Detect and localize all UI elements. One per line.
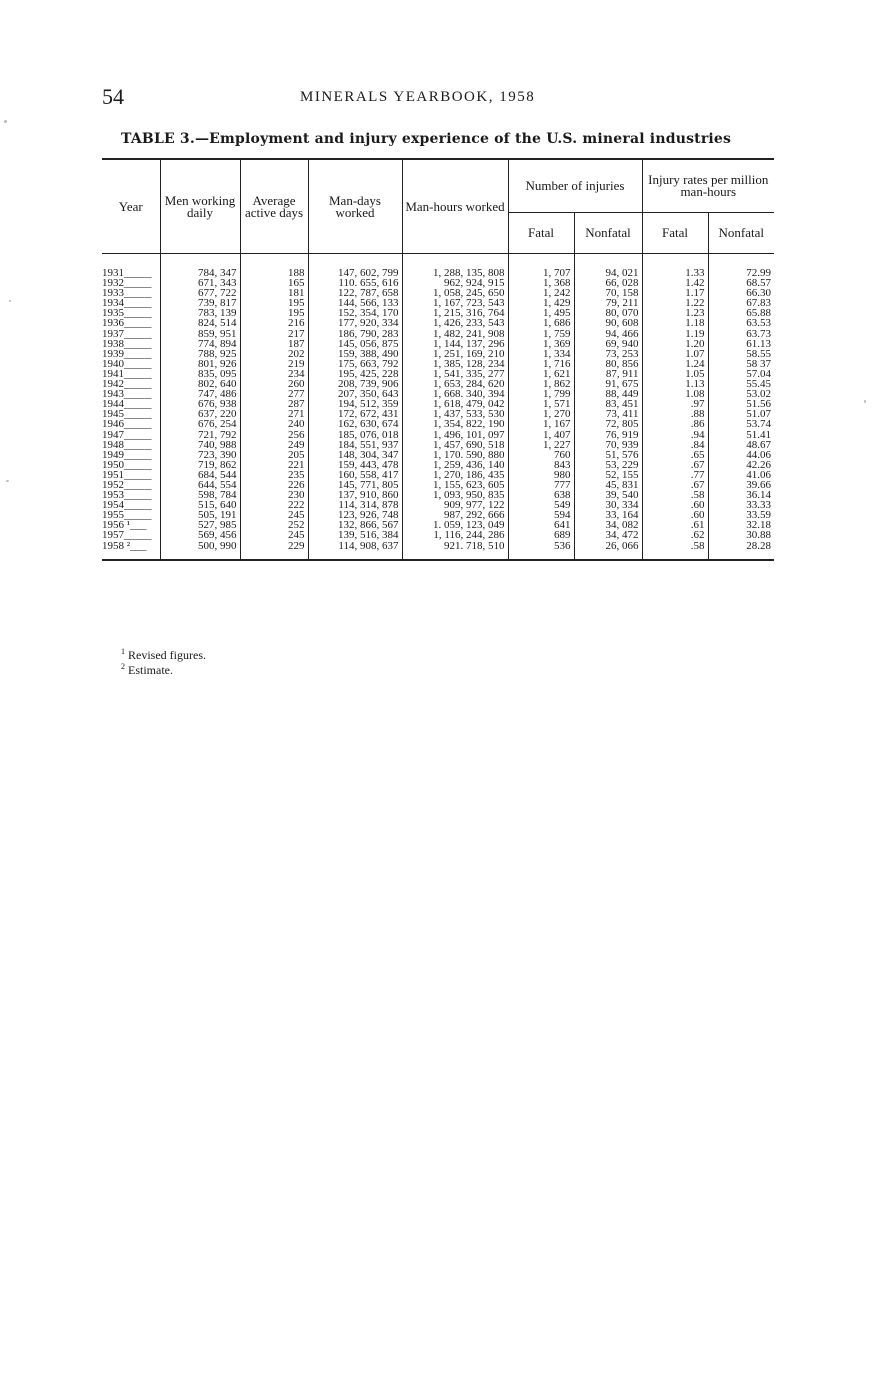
- cell-man-days-worked: 185, 076, 018: [308, 430, 402, 440]
- page-number: 54: [102, 84, 124, 109]
- cell-men-working-daily: 721, 792: [160, 430, 240, 440]
- cell-fatal-injuries: 1, 407: [508, 430, 574, 440]
- cell-year: 1949_____: [102, 448, 152, 461]
- cell-average-active-days: 260: [240, 379, 308, 389]
- cell-average-active-days: 195: [240, 298, 308, 308]
- cell-man-hours-worked: 1, 668. 340, 394: [402, 389, 508, 399]
- cell-nonfatal-injuries: 45, 831: [574, 480, 642, 490]
- cell-man-days-worked: 159, 443, 478: [308, 460, 402, 470]
- cell-year: 1938_____: [102, 337, 152, 350]
- cell-fatal-rate: .77: [642, 470, 708, 480]
- cell-man-hours-worked: 1, 058, 245, 650: [402, 288, 508, 298]
- cell-fatal-injuries: 689: [508, 530, 574, 540]
- cell-year: 1935_____: [102, 307, 152, 320]
- cell-man-days-worked: 194, 512, 359: [308, 399, 402, 409]
- cell-men-working-daily: 676, 938: [160, 399, 240, 409]
- cell-man-hours-worked: 1, 618, 479, 042: [402, 399, 508, 409]
- cell-fatal-rate: 1.20: [642, 339, 708, 349]
- cell-average-active-days: 187: [240, 339, 308, 349]
- cell-man-hours-worked: 1, 170. 590, 880: [402, 450, 508, 460]
- cell-average-active-days: 188: [240, 254, 308, 279]
- scan-speck: [9, 300, 11, 302]
- cell-nonfatal-injuries: 70, 158: [574, 288, 642, 298]
- cell-fatal-injuries: 1, 429: [508, 298, 574, 308]
- cell-fatal-rate: .65: [642, 450, 708, 460]
- footnotes: [121, 646, 206, 676]
- scan-speck: [4, 120, 7, 123]
- cell-man-days-worked: 137, 910, 860: [308, 490, 402, 500]
- cell-nonfatal-injuries: 33, 164: [574, 510, 642, 520]
- cell-man-hours-worked: 1, 385, 128, 234: [402, 359, 508, 369]
- cell-nonfatal-rate: 36.14: [708, 490, 774, 500]
- cell-man-days-worked: 160, 558, 417: [308, 470, 402, 480]
- cell-nonfatal-injuries: 30, 334: [574, 500, 642, 510]
- header-average-active-days: Average active days: [240, 159, 308, 254]
- cell-men-working-daily: 783, 139: [160, 308, 240, 318]
- cell-man-days-worked: 145, 771, 805: [308, 480, 402, 490]
- cell-nonfatal-rate: 72.99: [708, 254, 774, 279]
- cell-nonfatal-injuries: 80, 070: [574, 308, 642, 318]
- cell-average-active-days: 181: [240, 288, 308, 298]
- cell-nonfatal-injuries: 76, 919: [574, 430, 642, 440]
- header-man-hours-worked: Man-hours worked: [402, 159, 508, 254]
- cell-nonfatal-injuries: 87, 911: [574, 369, 642, 379]
- cell-fatal-injuries: 594: [508, 510, 574, 520]
- cell-nonfatal-rate: 51.07: [708, 409, 774, 419]
- cell-year: 1939_____: [102, 347, 152, 360]
- cell-man-hours-worked: 1, 116, 244, 286: [402, 530, 508, 540]
- cell-nonfatal-rate: 63.73: [708, 329, 774, 339]
- cell-fatal-rate: .60: [642, 500, 708, 510]
- cell-fatal-rate: .60: [642, 510, 708, 520]
- cell-year: 1957_____: [102, 529, 152, 542]
- cell-men-working-daily: 644, 554: [160, 480, 240, 490]
- header-injury-rates: Injury rates per million man-hours: [642, 159, 774, 213]
- cell-nonfatal-rate: 30.88: [708, 530, 774, 540]
- cell-nonfatal-injuries: 72, 805: [574, 419, 642, 429]
- cell-man-hours-worked: 1, 270, 186, 435: [402, 470, 508, 480]
- cell-nonfatal-injuries: 83, 451: [574, 399, 642, 409]
- cell-fatal-injuries: 1, 270: [508, 409, 574, 419]
- cell-men-working-daily: 739, 817: [160, 298, 240, 308]
- cell-fatal-injuries: 1, 227: [508, 440, 574, 450]
- cell-nonfatal-rate: 63.53: [708, 318, 774, 328]
- cell-men-working-daily: 677, 722: [160, 288, 240, 298]
- cell-nonfatal-injuries: 73, 411: [574, 409, 642, 419]
- cell-man-days-worked: 195, 425, 228: [308, 369, 402, 379]
- cell-man-hours-worked: 1, 496, 101, 097: [402, 430, 508, 440]
- cell-year: 1937_____: [102, 327, 152, 340]
- cell-man-hours-worked: 1, 167, 723, 543: [402, 298, 508, 308]
- table-title: TABLE 3.—Employment and injury experience of the U.S. mineral industries: [121, 131, 732, 147]
- cell-nonfatal-rate: 67.83: [708, 298, 774, 308]
- cell-nonfatal-rate: 58 37: [708, 359, 774, 369]
- header-nonfatal-rate: Nonfatal: [708, 213, 774, 254]
- cell-man-hours-worked: 1, 541, 335, 277: [402, 369, 508, 379]
- cell-fatal-injuries: 1, 334: [508, 349, 574, 359]
- cell-fatal-injuries: 1, 621: [508, 369, 574, 379]
- cell-men-working-daily: 500, 990: [160, 541, 240, 560]
- cell-man-hours-worked: 1, 457, 690, 518: [402, 440, 508, 450]
- cell-fatal-rate: .61: [642, 520, 708, 530]
- cell-nonfatal-injuries: 70, 939: [574, 440, 642, 450]
- cell-nonfatal-rate: 39.66: [708, 480, 774, 490]
- cell-man-days-worked: 148, 304, 347: [308, 450, 402, 460]
- cell-fatal-injuries: 843: [508, 460, 574, 470]
- cell-nonfatal-injuries: 53, 229: [574, 460, 642, 470]
- cell-fatal-injuries: 1, 369: [508, 339, 574, 349]
- cell-man-days-worked: 145, 056, 875: [308, 339, 402, 349]
- cell-average-active-days: 271: [240, 409, 308, 419]
- cell-men-working-daily: 774, 894: [160, 339, 240, 349]
- cell-fatal-injuries: 1, 167: [508, 419, 574, 429]
- cell-average-active-days: 205: [240, 450, 308, 460]
- cell-man-hours-worked: 1, 426, 233, 543: [402, 318, 508, 328]
- cell-man-hours-worked: 1, 144, 137, 296: [402, 339, 508, 349]
- header-year: Year: [102, 159, 160, 254]
- cell-average-active-days: 240: [240, 419, 308, 429]
- cell-nonfatal-injuries: 73, 253: [574, 349, 642, 359]
- scan-speck: [6, 480, 9, 482]
- cell-average-active-days: 234: [240, 369, 308, 379]
- cell-nonfatal-injuries: 91, 675: [574, 379, 642, 389]
- cell-fatal-rate: 1.17: [642, 288, 708, 298]
- cell-men-working-daily: 824, 514: [160, 318, 240, 328]
- cell-men-working-daily: 740, 988: [160, 440, 240, 450]
- cell-fatal-rate: .86: [642, 419, 708, 429]
- cell-nonfatal-rate: 61.13: [708, 339, 774, 349]
- cell-men-working-daily: 859, 951: [160, 329, 240, 339]
- cell-nonfatal-injuries: 90, 608: [574, 318, 642, 328]
- cell-man-hours-worked: 1, 288, 135, 808: [402, 254, 508, 279]
- cell-year: 1933_____: [102, 287, 152, 300]
- cell-man-days-worked: 208, 739, 906: [308, 379, 402, 389]
- header-fatal-injuries: Fatal: [508, 213, 574, 254]
- cell-year: 1952_____: [102, 478, 152, 491]
- cell-average-active-days: 287: [240, 399, 308, 409]
- cell-year: 1931_____: [102, 267, 152, 279]
- cell-nonfatal-rate: 41.06: [708, 470, 774, 480]
- cell-man-days-worked: 144, 566, 133: [308, 298, 402, 308]
- cell-nonfatal-rate: 42.26: [708, 460, 774, 470]
- cell-average-active-days: 219: [240, 359, 308, 369]
- cell-men-working-daily: 719, 862: [160, 460, 240, 470]
- cell-nonfatal-injuries: 66, 028: [574, 278, 642, 288]
- cell-fatal-rate: .97: [642, 399, 708, 409]
- cell-men-working-daily: 788, 925: [160, 349, 240, 359]
- cell-man-days-worked: 114, 908, 637: [308, 541, 402, 560]
- cell-men-working-daily: 598, 784: [160, 490, 240, 500]
- cell-fatal-rate: .94: [642, 430, 708, 440]
- cell-year: 1943_____: [102, 388, 152, 401]
- footnote-2-text: Estimate.: [128, 663, 173, 677]
- header-nonfatal-injuries: Nonfatal: [574, 213, 642, 254]
- cell-man-hours-worked: 909, 977, 122: [402, 500, 508, 510]
- header-number-of-injuries: Number of injuries: [508, 159, 642, 213]
- cell-year: 1942_____: [102, 378, 152, 391]
- cell-average-active-days: 222: [240, 500, 308, 510]
- cell-nonfatal-injuries: 34, 082: [574, 520, 642, 530]
- cell-fatal-rate: .58: [642, 541, 708, 560]
- cell-fatal-injuries: 1, 495: [508, 308, 574, 318]
- cell-fatal-injuries: 1, 759: [508, 329, 574, 339]
- cell-men-working-daily: 515, 640: [160, 500, 240, 510]
- cell-average-active-days: 217: [240, 329, 308, 339]
- cell-fatal-injuries: 1, 242: [508, 288, 574, 298]
- footnote-2-mark: 2: [121, 662, 125, 671]
- cell-fatal-rate: 1.42: [642, 278, 708, 288]
- cell-nonfatal-rate: 68.57: [708, 278, 774, 288]
- header-men-working-daily: Men working daily: [160, 159, 240, 254]
- cell-fatal-rate: .88: [642, 409, 708, 419]
- cell-man-hours-worked: 1, 251, 169, 210: [402, 349, 508, 359]
- cell-man-days-worked: 139, 516, 384: [308, 530, 402, 540]
- cell-nonfatal-rate: 33.59: [708, 510, 774, 520]
- cell-nonfatal-rate: 44.06: [708, 450, 774, 460]
- cell-fatal-injuries: 549: [508, 500, 574, 510]
- cell-fatal-rate: 1.19: [642, 329, 708, 339]
- cell-nonfatal-rate: 65.88: [708, 308, 774, 318]
- cell-nonfatal-rate: 48.67: [708, 440, 774, 450]
- cell-average-active-days: 249: [240, 440, 308, 450]
- cell-nonfatal-injuries: 79, 211: [574, 298, 642, 308]
- cell-fatal-rate: 1.13: [642, 379, 708, 389]
- cell-nonfatal-rate: 57.04: [708, 369, 774, 379]
- cell-year: 1951_____: [102, 468, 152, 481]
- cell-average-active-days: 226: [240, 480, 308, 490]
- table-body: [102, 254, 774, 560]
- employment-injury-table: [102, 158, 774, 561]
- cell-fatal-rate: .67: [642, 460, 708, 470]
- footnote-2: [121, 661, 206, 676]
- cell-average-active-days: 245: [240, 530, 308, 540]
- cell-man-days-worked: 123, 926, 748: [308, 510, 402, 520]
- cell-men-working-daily: 723, 390: [160, 450, 240, 460]
- cell-men-working-daily: 671, 343: [160, 278, 240, 288]
- cell-nonfatal-injuries: 80, 856: [574, 359, 642, 369]
- cell-nonfatal-rate: 33.33: [708, 500, 774, 510]
- cell-average-active-days: 277: [240, 389, 308, 399]
- cell-man-days-worked: 122, 787, 658: [308, 288, 402, 298]
- cell-average-active-days: 252: [240, 520, 308, 530]
- cell-nonfatal-rate: 32.18: [708, 520, 774, 530]
- cell-nonfatal-injuries: 34, 472: [574, 530, 642, 540]
- cell-man-hours-worked: 1, 155, 623, 605: [402, 480, 508, 490]
- cell-fatal-rate: 1.08: [642, 389, 708, 399]
- cell-man-days-worked: 152, 354, 170: [308, 308, 402, 318]
- cell-man-hours-worked: 1, 259, 436, 140: [402, 460, 508, 470]
- cell-fatal-rate: 1.07: [642, 349, 708, 359]
- cell-average-active-days: 256: [240, 430, 308, 440]
- cell-fatal-injuries: 1, 571: [508, 399, 574, 409]
- header-man-days-worked: Man-days worked: [308, 159, 402, 254]
- cell-man-days-worked: 110. 655, 616: [308, 278, 402, 288]
- cell-average-active-days: 245: [240, 510, 308, 520]
- cell-man-days-worked: 172, 672, 431: [308, 409, 402, 419]
- footnote-1: [121, 646, 206, 661]
- table-row: [102, 419, 774, 429]
- cell-man-days-worked: 184, 551, 937: [308, 440, 402, 450]
- cell-man-hours-worked: 921. 718, 510: [402, 541, 508, 560]
- cell-fatal-injuries: 641: [508, 520, 574, 530]
- cell-fatal-injuries: 1, 799: [508, 389, 574, 399]
- cell-fatal-injuries: 980: [508, 470, 574, 480]
- cell-man-hours-worked: 1, 482, 241, 908: [402, 329, 508, 339]
- cell-man-hours-worked: 987, 292, 666: [402, 510, 508, 520]
- cell-men-working-daily: 835, 095: [160, 369, 240, 379]
- cell-year: 1945_____: [102, 408, 152, 421]
- cell-men-working-daily: 505, 191: [160, 510, 240, 520]
- cell-average-active-days: 229: [240, 541, 308, 560]
- cell-year: 1946_____: [102, 418, 152, 431]
- cell-nonfatal-rate: 55.45: [708, 379, 774, 389]
- cell-man-days-worked: 159, 388, 490: [308, 349, 402, 359]
- table-row: [102, 541, 774, 560]
- cell-man-days-worked: 162, 630, 674: [308, 419, 402, 429]
- cell-fatal-rate: 1.23: [642, 308, 708, 318]
- cell-fatal-rate: 1.22: [642, 298, 708, 308]
- cell-year: 1950_____: [102, 458, 152, 471]
- cell-nonfatal-rate: 53.02: [708, 389, 774, 399]
- cell-fatal-injuries: 1, 716: [508, 359, 574, 369]
- cell-year: 1936_____: [102, 317, 152, 330]
- cell-fatal-injuries: 760: [508, 450, 574, 460]
- cell-men-working-daily: 676, 254: [160, 419, 240, 429]
- cell-year: 1944_____: [102, 398, 152, 411]
- cell-fatal-rate: 1.18: [642, 318, 708, 328]
- cell-nonfatal-injuries: 26, 066: [574, 541, 642, 560]
- cell-nonfatal-rate: 66.30: [708, 288, 774, 298]
- cell-average-active-days: 202: [240, 349, 308, 359]
- cell-fatal-injuries: 638: [508, 490, 574, 500]
- cell-fatal-rate: 1.05: [642, 369, 708, 379]
- cell-man-days-worked: 132, 866, 567: [308, 520, 402, 530]
- cell-fatal-injuries: 1, 686: [508, 318, 574, 328]
- cell-nonfatal-injuries: 69, 940: [574, 339, 642, 349]
- cell-fatal-rate: .84: [642, 440, 708, 450]
- cell-men-working-daily: 637, 220: [160, 409, 240, 419]
- cell-man-hours-worked: 962, 924, 915: [402, 278, 508, 288]
- cell-fatal-injuries: 536: [508, 541, 574, 560]
- cell-average-active-days: 216: [240, 318, 308, 328]
- cell-man-hours-worked: 1, 653, 284, 620: [402, 379, 508, 389]
- cell-men-working-daily: 569, 456: [160, 530, 240, 540]
- cell-man-hours-worked: 1, 215, 316, 764: [402, 308, 508, 318]
- cell-nonfatal-injuries: 88, 449: [574, 389, 642, 399]
- cell-year: 1941_____: [102, 367, 152, 380]
- cell-year: 1954_____: [102, 499, 152, 512]
- cell-fatal-rate: .58: [642, 490, 708, 500]
- cell-men-working-daily: 784, 347: [160, 254, 240, 279]
- cell-nonfatal-rate: 51.56: [708, 399, 774, 409]
- cell-year: 1932_____: [102, 277, 152, 290]
- cell-men-working-daily: 747, 486: [160, 389, 240, 399]
- cell-fatal-rate: .62: [642, 530, 708, 540]
- cell-fatal-rate: 1.33: [642, 254, 708, 279]
- cell-man-hours-worked: 1, 437, 533, 530: [402, 409, 508, 419]
- cell-nonfatal-rate: 58.55: [708, 349, 774, 359]
- running-head: MINERALS YEARBOOK, 1958: [300, 89, 536, 105]
- cell-man-days-worked: 147, 602, 799: [308, 254, 402, 279]
- cell-fatal-injuries: 777: [508, 480, 574, 490]
- cell-man-days-worked: 186, 790, 283: [308, 329, 402, 339]
- cell-man-days-worked: 207, 350, 643: [308, 389, 402, 399]
- cell-nonfatal-rate: 53.74: [708, 419, 774, 429]
- cell-fatal-injuries: 1, 862: [508, 379, 574, 389]
- cell-men-working-daily: 801, 926: [160, 359, 240, 369]
- cell-fatal-injuries: 1, 707: [508, 254, 574, 279]
- cell-average-active-days: 221: [240, 460, 308, 470]
- cell-year: 1948_____: [102, 438, 152, 451]
- cell-nonfatal-injuries: 94, 466: [574, 329, 642, 339]
- cell-year: 1947_____: [102, 428, 152, 441]
- cell-nonfatal-rate: 28.28: [708, 541, 774, 560]
- cell-fatal-rate: .67: [642, 480, 708, 490]
- cell-year: 1940_____: [102, 357, 152, 370]
- cell-average-active-days: 235: [240, 470, 308, 480]
- cell-fatal-rate: 1.24: [642, 359, 708, 369]
- footnote-1-mark: 1: [121, 647, 125, 656]
- cell-man-hours-worked: 1. 059, 123, 049: [402, 520, 508, 530]
- cell-nonfatal-injuries: 52, 155: [574, 470, 642, 480]
- scan-speck: [864, 400, 866, 403]
- cell-men-working-daily: 684, 544: [160, 470, 240, 480]
- cell-nonfatal-rate: 51.41: [708, 430, 774, 440]
- cell-average-active-days: 165: [240, 278, 308, 288]
- cell-man-hours-worked: 1, 354, 822, 190: [402, 419, 508, 429]
- cell-man-days-worked: 114, 314, 878: [308, 500, 402, 510]
- cell-nonfatal-injuries: 51, 576: [574, 450, 642, 460]
- cell-year: 1958 ²___: [102, 539, 147, 552]
- cell-man-hours-worked: 1, 093, 950, 835: [402, 490, 508, 500]
- footnote-1-text: Revised figures.: [128, 648, 206, 662]
- cell-average-active-days: 195: [240, 308, 308, 318]
- cell-man-days-worked: 177, 920, 334: [308, 318, 402, 328]
- cell-fatal-injuries: 1, 368: [508, 278, 574, 288]
- cell-year: 1953_____: [102, 489, 152, 502]
- cell-nonfatal-injuries: 94, 021: [574, 254, 642, 279]
- header-fatal-rate: Fatal: [642, 213, 708, 254]
- cell-average-active-days: 230: [240, 490, 308, 500]
- table-row: [102, 254, 774, 279]
- cell-man-days-worked: 175, 663, 792: [308, 359, 402, 369]
- cell-year: 1934_____: [102, 297, 152, 310]
- cell-men-working-daily: 527, 985: [160, 520, 240, 530]
- cell-year: 1956 ¹___: [102, 519, 147, 532]
- cell-year: 1955_____: [102, 509, 152, 522]
- cell-nonfatal-injuries: 39, 540: [574, 490, 642, 500]
- cell-men-working-daily: 802, 640: [160, 379, 240, 389]
